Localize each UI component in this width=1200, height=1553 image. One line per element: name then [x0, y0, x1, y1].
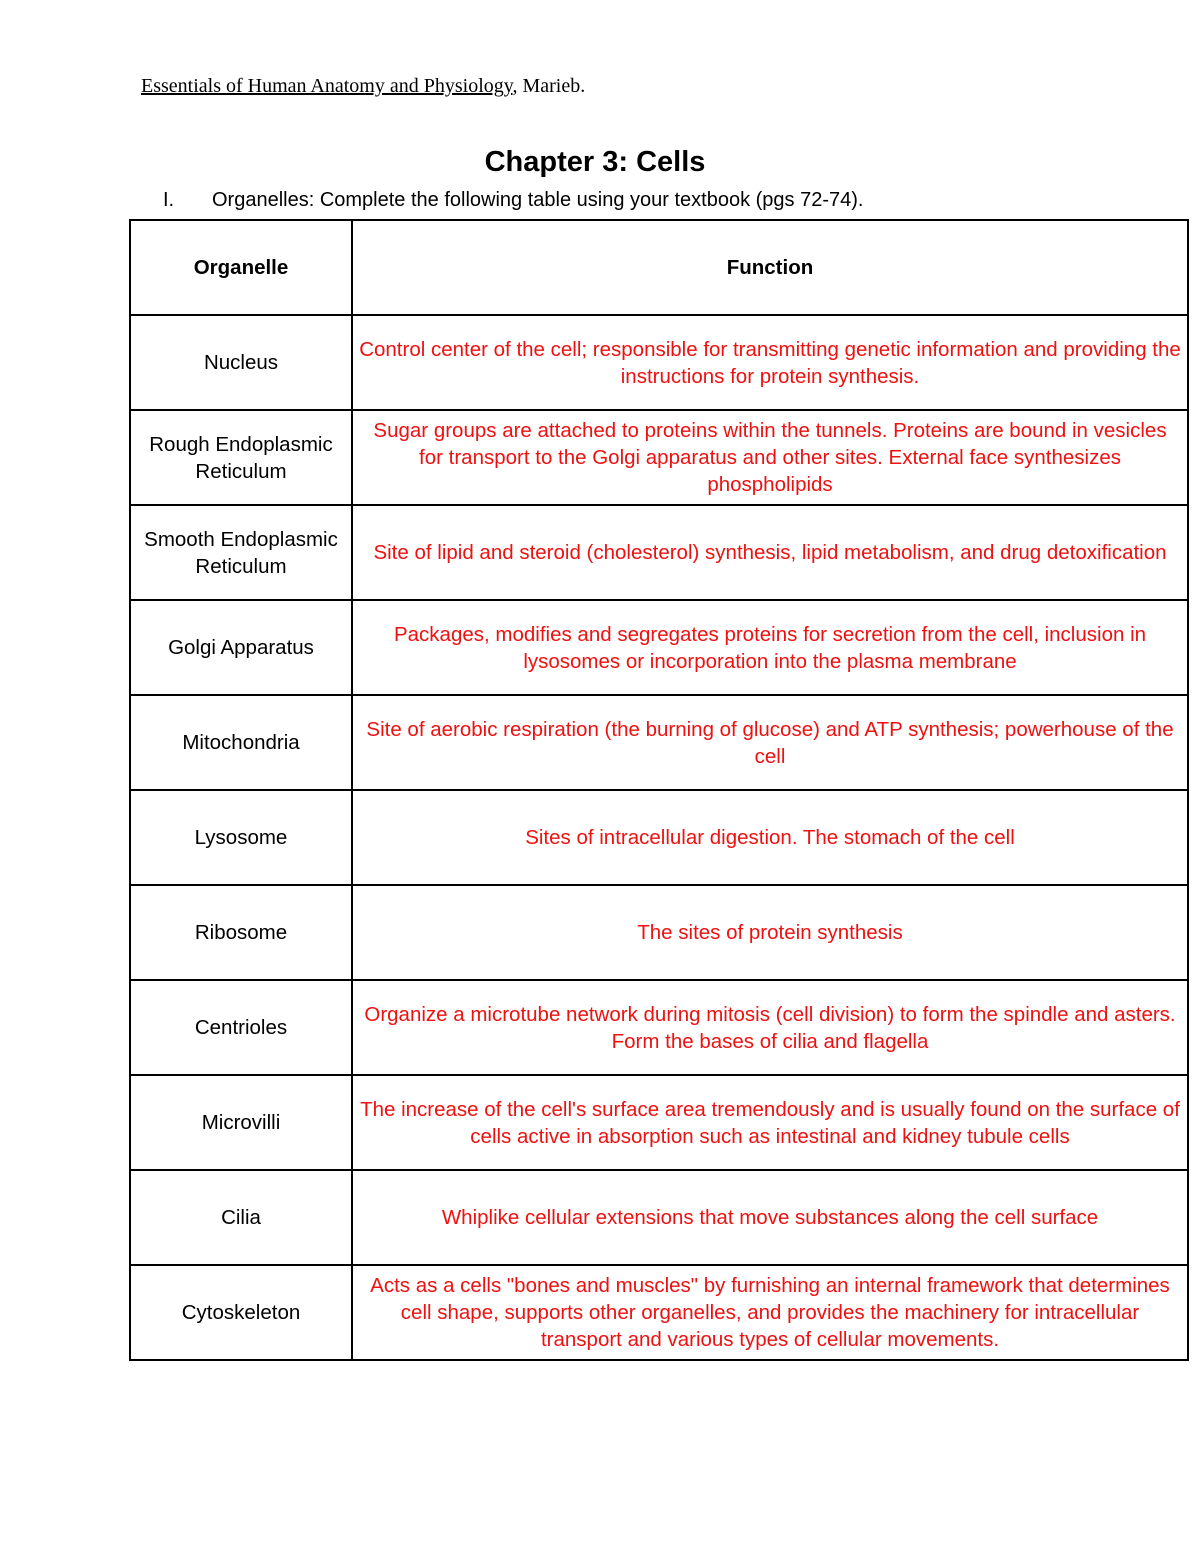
- section-instruction-text: Organelles: Complete the following table using your textbook (pgs 72-74).: [212, 189, 864, 211]
- function-cell: Organize a microtube network during mitosis (cell division) to form the spindle and asters. Form the bases of cilia and flagella: [352, 980, 1188, 1075]
- function-cell: Site of aerobic respiration (the burning of glucose) and ATP synthesis; powerhouse of the cell: [352, 695, 1188, 790]
- table-row: [130, 885, 1188, 980]
- function-cell: Packages, modifies and segregates proteins for secretion from the cell, inclusion in lysosomes or incorporation into the plasma membrane: [352, 600, 1188, 695]
- function-cell: Sugar groups are attached to proteins within the tunnels. Proteins are bound in vesicles for transport to the Golgi apparatus and other sites. External face synthesizes phospholipids: [352, 410, 1188, 505]
- function-cell: Control center of the cell; responsible for transmitting genetic information and providing the instructions for protein synthesis.: [352, 315, 1188, 410]
- header-function: Function: [352, 220, 1188, 315]
- function-cell: Sites of intracellular digestion. The stomach of the cell: [352, 790, 1188, 885]
- organelle-cell: Microvilli: [130, 1075, 352, 1170]
- table-row: [130, 410, 1188, 505]
- organelle-cell: Ribosome: [130, 885, 352, 980]
- table-row: [130, 600, 1188, 695]
- table-row: [130, 315, 1188, 410]
- source-citation: [141, 74, 585, 98]
- section-instruction: [163, 188, 863, 212]
- table-row: [130, 1075, 1188, 1170]
- organelle-cell: Rough Endoplasmic Reticulum: [130, 410, 352, 505]
- table-row: [130, 1265, 1188, 1360]
- organelle-cell: Mitochondria: [130, 695, 352, 790]
- header-organelle: Organelle: [130, 220, 352, 315]
- table-row: [130, 790, 1188, 885]
- organelle-cell: Centrioles: [130, 980, 352, 1075]
- table-row: [130, 980, 1188, 1075]
- function-cell: The increase of the cell's surface area tremendously and is usually found on the surface of cells active in absorption such as intestinal and kidney tubule cells: [352, 1075, 1188, 1170]
- table-row: [130, 1170, 1188, 1265]
- organelle-cell: Nucleus: [130, 315, 352, 410]
- table-row: [130, 505, 1188, 600]
- function-cell: The sites of protein synthesis: [352, 885, 1188, 980]
- organelle-cell: Cilia: [130, 1170, 352, 1265]
- table-header-row: [130, 220, 1188, 315]
- author-name: , Marieb.: [512, 75, 586, 97]
- organelle-table: [129, 219, 1189, 1361]
- organelle-cell: Cytoskeleton: [130, 1265, 352, 1360]
- function-cell: Whiplike cellular extensions that move substances along the cell surface: [352, 1170, 1188, 1265]
- table-row: [130, 695, 1188, 790]
- chapter-title: Chapter 3: Cells: [484, 146, 706, 178]
- organelle-cell: Golgi Apparatus: [130, 600, 352, 695]
- function-cell: Site of lipid and steroid (cholesterol) synthesis, lipid metabolism, and drug detoxification: [352, 505, 1188, 600]
- book-title: Essentials of Human Anatomy and Physiology: [141, 75, 513, 97]
- section-numeral: I.: [163, 189, 175, 211]
- organelle-cell: Smooth Endoplasmic Reticulum: [130, 505, 352, 600]
- organelle-cell: Lysosome: [130, 790, 352, 885]
- function-cell: Acts as a cells "bones and muscles" by furnishing an internal framework that determines cell shape, supports other organelles, and provides the machinery for intracellular transport and various types of cellular movements.: [352, 1265, 1188, 1360]
